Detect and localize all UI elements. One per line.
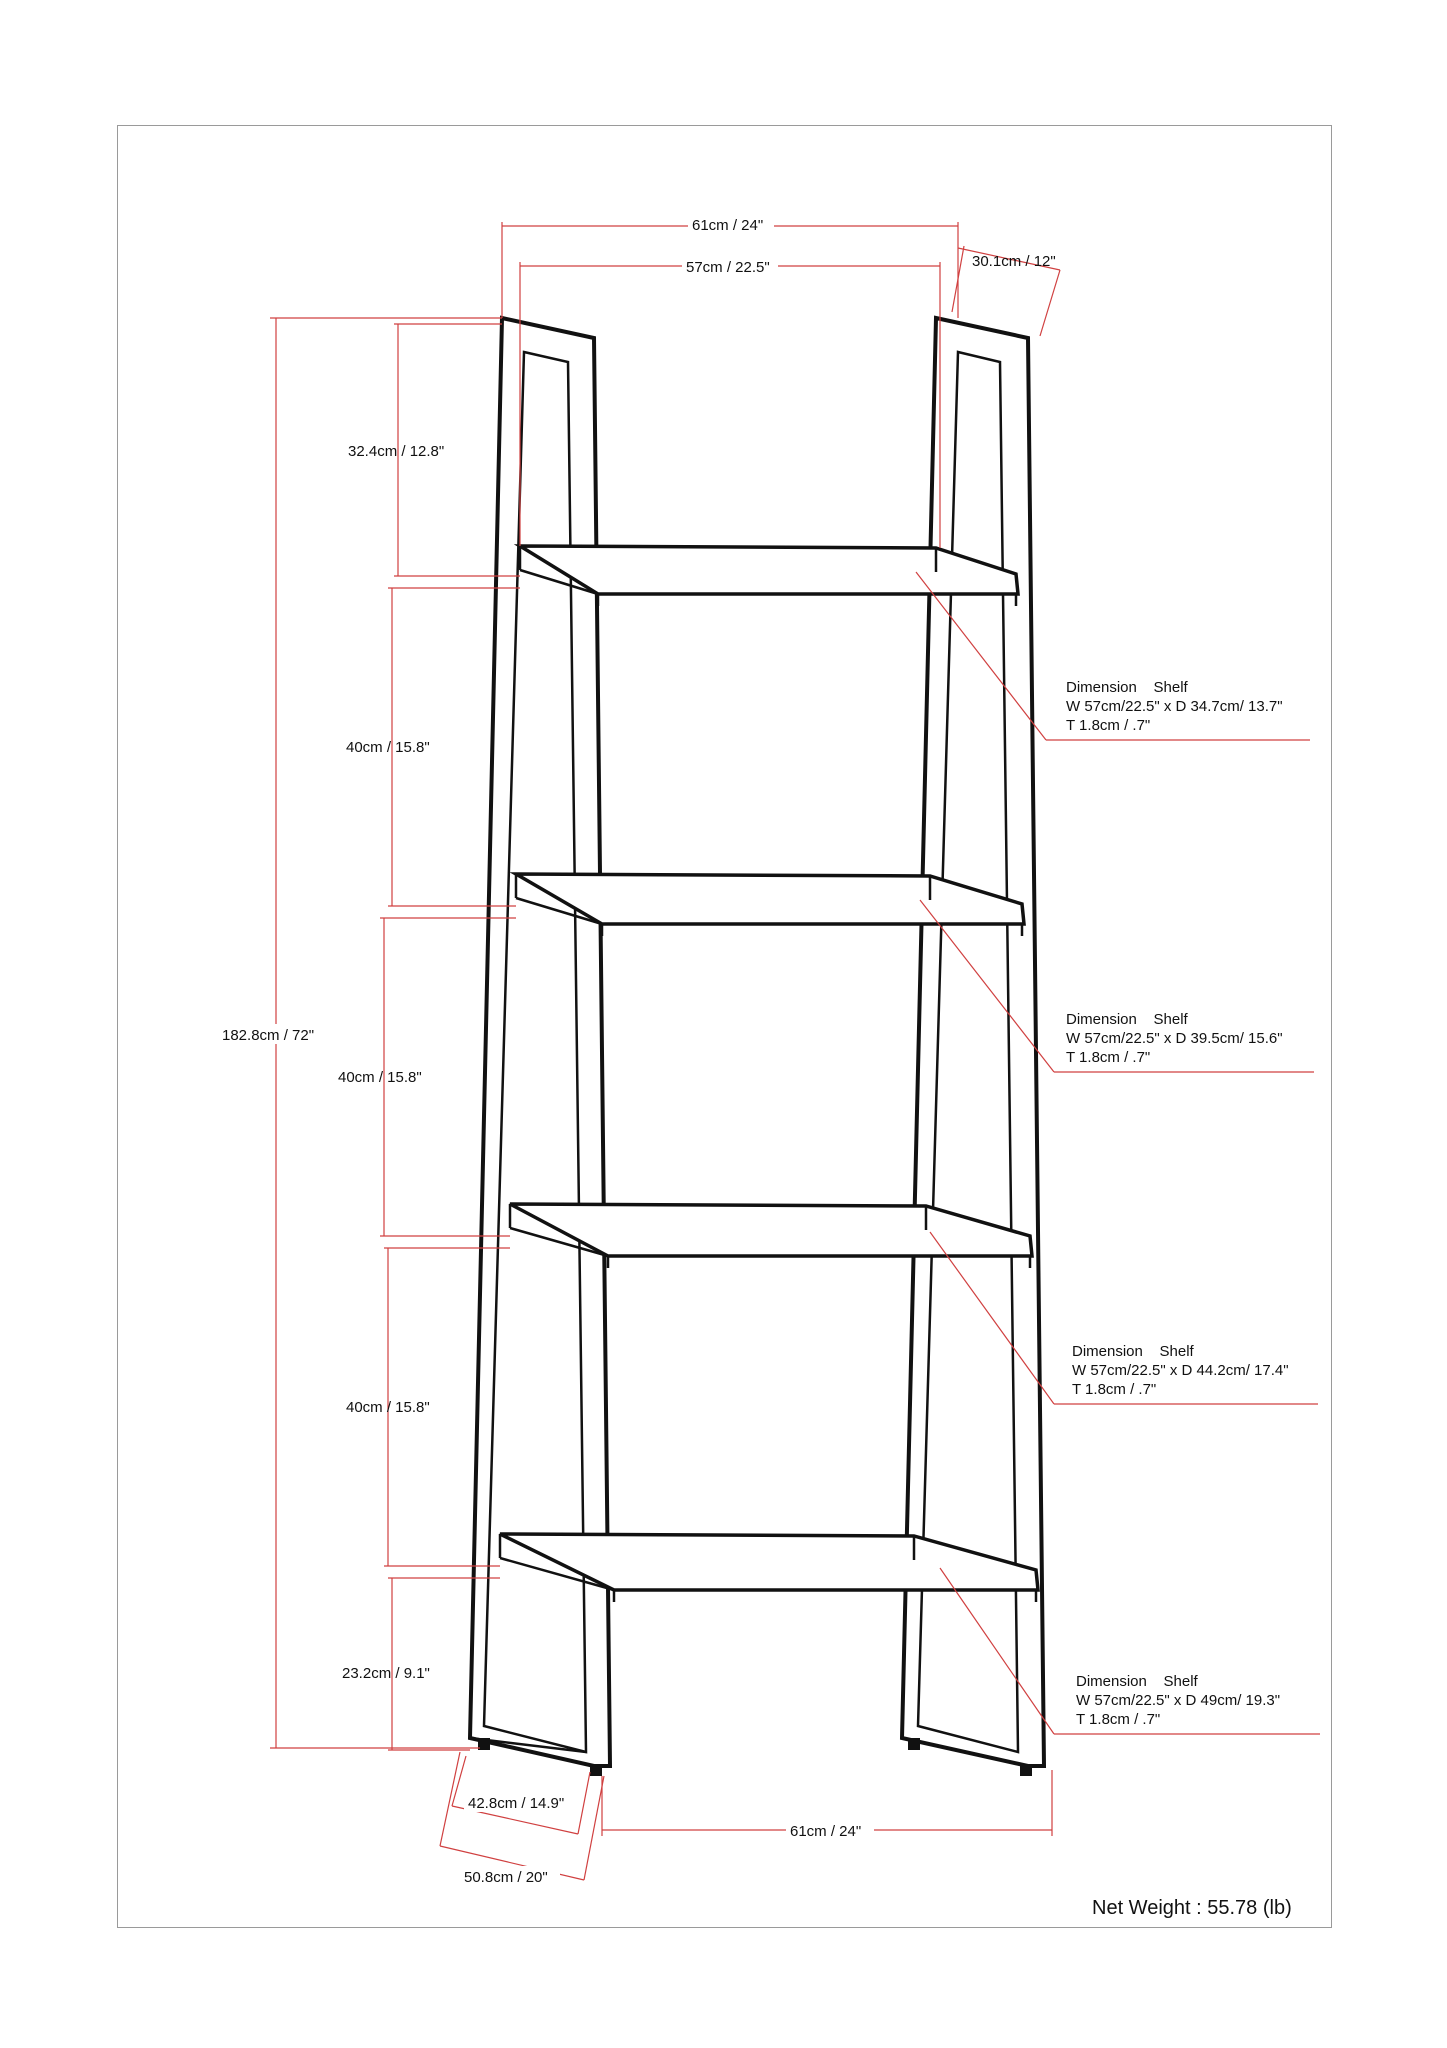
label-base-depth-inner: 42.8cm / 14.9" bbox=[468, 1795, 565, 1812]
label-gap-1: 40cm / 15.8" bbox=[346, 739, 430, 756]
foot bbox=[590, 1766, 602, 1776]
dim-base-depth bbox=[440, 1752, 604, 1880]
net-weight: Net Weight : 55.78 (lb) bbox=[1092, 1897, 1292, 1919]
shelf-callout-2 bbox=[1066, 1011, 1283, 1066]
label-overall-height: 182.8cm / 72" bbox=[222, 1027, 315, 1044]
shelf-callout-4 bbox=[1076, 1673, 1280, 1728]
shelf-callout-size: W 57cm/22.5" x D 49cm/ 19.3" bbox=[1076, 1692, 1281, 1709]
foot bbox=[908, 1738, 920, 1750]
foot bbox=[1020, 1766, 1032, 1776]
label-gap-2: 40cm / 15.8" bbox=[338, 1069, 422, 1086]
shelf-callout-size: W 57cm/22.5" x D 44.2cm/ 17.4" bbox=[1072, 1362, 1289, 1379]
shelf-1 bbox=[520, 546, 1018, 606]
shelf-callout-size: W 57cm/22.5" x D 39.5cm/ 15.6" bbox=[1066, 1030, 1283, 1047]
shelf-callout-title: Dimension Shelf bbox=[1066, 679, 1188, 696]
label-top-depth: 30.1cm / 12" bbox=[972, 253, 1056, 270]
dim-inner-width bbox=[520, 262, 940, 548]
shelf-callout-size: W 57cm/22.5" x D 34.7cm/ 13.7" bbox=[1066, 698, 1283, 715]
label-top-width: 61cm / 24" bbox=[692, 217, 764, 234]
shelf-callout-thickness: T 1.8cm / .7" bbox=[1076, 1711, 1161, 1728]
shelf-callout-thickness: T 1.8cm / .7" bbox=[1066, 1049, 1151, 1066]
label-base-depth-outer: 50.8cm / 20" bbox=[464, 1869, 548, 1886]
label-base-width: 61cm / 24" bbox=[790, 1823, 862, 1840]
label-gap-3: 40cm / 15.8" bbox=[346, 1399, 430, 1416]
shelf-3 bbox=[510, 1204, 1032, 1268]
shelf-callout-thickness: T 1.8cm / .7" bbox=[1066, 717, 1151, 734]
shelf-2 bbox=[516, 874, 1024, 936]
shelf-4 bbox=[500, 1534, 1038, 1602]
label-gap-bottom: 23.2cm / 9.1" bbox=[342, 1665, 430, 1682]
shelf-callout-title: Dimension Shelf bbox=[1072, 1343, 1194, 1360]
shelf-callout-3 bbox=[1072, 1343, 1289, 1398]
shelf-callout-title: Dimension Shelf bbox=[1066, 1011, 1188, 1028]
shelf-callout-thickness: T 1.8cm / .7" bbox=[1072, 1381, 1157, 1398]
label-gap-top: 32.4cm / 12.8" bbox=[348, 443, 445, 460]
shelf-callout-1 bbox=[1066, 679, 1283, 734]
label-inner-width: 57cm / 22.5" bbox=[686, 259, 770, 276]
shelf-callout-title: Dimension Shelf bbox=[1076, 1673, 1198, 1690]
